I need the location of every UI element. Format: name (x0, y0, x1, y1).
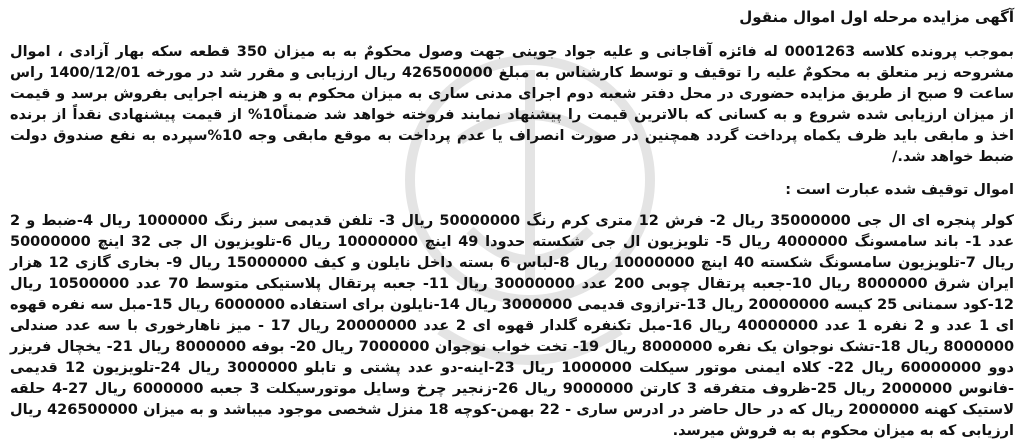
notice-intro-paragraph: بموجب پرونده کلاسه 0001263 له فائزه آقاجانی و علیه جواد جوینی جهت وصول محکومٌ به به میزان 350 قطعه سکه بهار آزادی ، اموال مشروحه زیر متعلق به محکومٌ علیه را توقیف و توسط کارشناس به مبلغ 426500000 ریال ارزیابی و مقرر شد در مورخه 1400/12/01 راس ساعت 9 صبح از طریق مزایده حضوری در محل دفتر شعبه دوم اجرای مدنی ساری به میزان محکوم به و هزینه اجرایی بفروش برسد و قیمت از میزان ارزیابی شده شروع و به کسانی که بالاترین قیمت را پیشنهاد نمایند فروخته خواهد شد ضمناً10% از قیمت پیشنهادی نقداً از برنده اخذ و مابقی باید ظرف یکماه پرداخت گردد همچنین در صورت انصراف یا عدم پرداخت به موقع مابقی وجه 10%سپرده به نفع صندوق دولت ضبط خواهد شد./ (10, 44, 1015, 165)
notice-title: آگهی مزایده مرحله اول اموال منقول (739, 8, 1014, 26)
seized-items-paragraph: کولر پنجره ای ال جی 35000000 ریال 2- فرش 12 متری کرم رنگ 50000000 ریال 3- تلفن قدیمی سبز رنگ 1000000 ریال 4-ضبط و 2 عدد 1- باند سامسونگ 4000000 ریال 5- تلویزیون ال جی شکسته حدودا 49 اینچ 10000000 ریال 6-تلویزیون ال جی 32 اینچ 50000000 ریال 7-تلویزیون سامسونگ شکسته 40 اینچ 10000000 ریال 8-لباس 6 بسته داخل نایلون و کیف 15000000 ریال 9- بخاری گازی 12 هزار ایران شرق 8000000 ریال 10-جعبه پرتقال چوبی 200 عدد 30000000 ریال 11- جعبه پرتقال پلاستیکی متوسط 70 عدد 10500000 ریال 12-کود سمنانی 25 کیسه 20000000 ریال 13-ترازوی قدیمی 3000000 ریال 14-نایلون برای استفاده 6000000 ریال 15-مبل سه نفره قهوه ای 1 عدد و 2 نفره 1 عدد 40000000 ریال 16-مبل تکنفره گلدار قهوه ای 2 عدد 20000000 ریال 17 - میز ناهارخوری با سه عدد صندلی 8000000 ریال 18-تشک نوجوان یک نفره 8000000 ریال 19- تخت خواب نوجوان 7000000 ریال 20- بوفه 8000000 ریال 21- یخچال فریزر دوو 60000000 ریال 22- کلاه ایمنی موتور سیکلت 1000000 ریال 23-اینه-دو عدد پشتی و تابلو 3000000 ریال 24-تلویزیون 12 قدیمی -فانوس 2000000 ریال 25-ظروف متفرقه 3 کارتن 9000000 ریال 26-زنجیر چرخ وسایل موتورسیکلت 3 جعبه 6000000 ریال 27-4 حلقه لاستیک کهنه 2000000 ریال که در حال حاضر در ادرس ساری - 22 بهمن-کوچه 18 منزل شخصی موجود میباشد و به میزان 426500000 ریال ارزیابی که به میزان محکوم به به فروش میرسد. (10, 213, 1015, 439)
seized-items-heading: اموال توقیف شده عبارت است : (785, 182, 1014, 198)
